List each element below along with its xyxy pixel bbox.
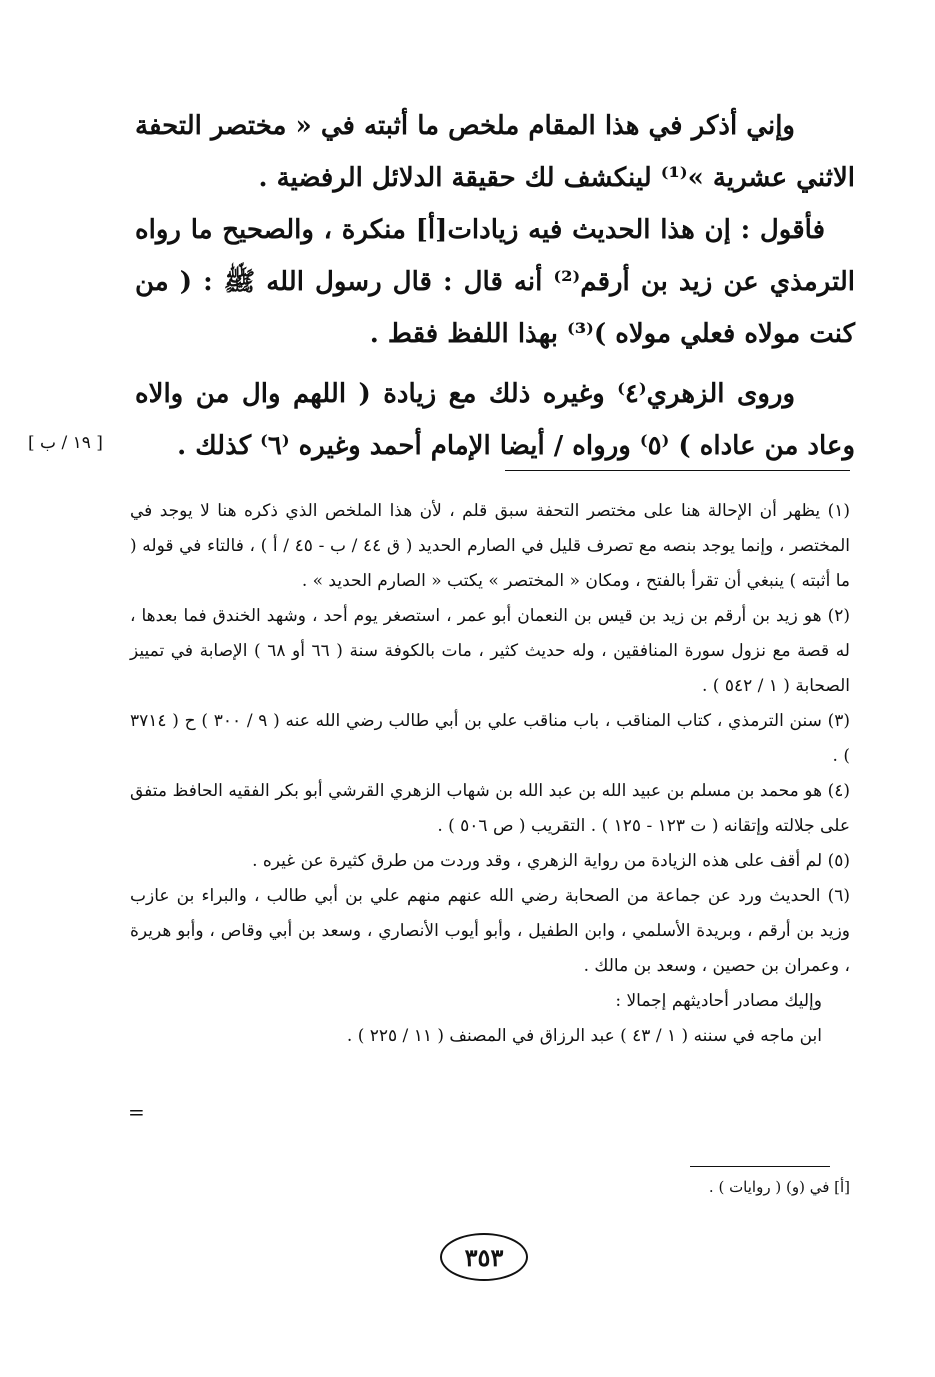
main-paragraph-3	[135, 368, 855, 472]
footnote-6-sources: ابن ماجه في سننه ( ١ / ٤٣ ) عبد الرزاق في المصنف ( ١١ / ٢٢٥ ) .	[346, 1026, 822, 1046]
footnote-4: (٤) هو محمد بن مسلم بن عبيد الله بن عبد الله بن شهاب الزهري القرشي أبو بكر الفقيه الحافظ متفق على جلالته وإتقانه ( ت ١٢٣ - ١٢٥ ) . التقريب ( ص ٥٠٦ ) .	[130, 781, 850, 836]
paragraph-text: وروى الزهري⁽٤⁾ وغيره ذلك مع زيادة ( اللهم وال من والاه وعاد من عاداه ) ⁽٥⁾ ورواه / أيضا الإمام أحمد وغيره ⁽٦⁾ كذلك .	[135, 379, 855, 461]
variant-note-separator	[690, 1166, 830, 1167]
manuscript-folio-marker: [ ١٩ / ب ]	[28, 433, 103, 453]
footnote-1: (١) يظهر أن الإحالة هنا على مختصر التحفة سبق قلم ، لأن هذا الملخص الذي ذكره هنا لا يوجد في المختصر ، وإنما يوجد بنصه مع تصرف قليل في الصارم الحديد ( ق ٤٤ / ب - ٤٥ / أ ) ، فالتاء في قوله ( ما أثبته ) ينبغي أن تقرأ بالفتح ، ومكان « المختصر » يكتب « الصارم الحديد » .	[130, 501, 850, 591]
footnotes	[130, 494, 850, 1054]
page-number: ٣٥٣	[464, 1242, 504, 1272]
footnote-6-sources-intro: وإليك مصادر أحاديثهم إجمالا :	[615, 991, 822, 1011]
footnote-3: (٣) سنن الترمذي ، كتاب المناقب ، باب مناقب علي بن أبي طالب رضي الله عنه ( ٩ / ٣٠٠ ) ح ( ٣٧١٤ ) .	[130, 711, 850, 766]
footnote-separator	[505, 470, 850, 471]
paragraph-text: فأقول : إن هذا الحديث فيه زيادات[أ] منكرة ، والصحيح ما رواه الترمذي عن زيد بن أرقم⁽²⁾ أنه قال : قال رسول الله ﷺ : ( من كنت مولاه فعلي مولاه )⁽³⁾ بهذا اللفظ فقط .	[135, 215, 856, 349]
footnote-2: (٢) هو زيد بن أرقم بن زيد بن قيس بن النعمان أبو عمر ، استصغر يوم أحد ، وشهد الخندق فما بعدها ، له قصة مع نزول سورة المنافقين ، وله حديث كثير ، مات بالكوفة سنة ( ٦٦ أو ٦٨ ) الإصابة في تمييز الصحابة ( ١ / ٥٤٢ ) .	[130, 606, 850, 696]
variant-note: [أ] في (و) ( روايات ) .	[708, 1178, 850, 1196]
main-paragraph-2	[135, 204, 855, 360]
continuation-mark: =	[128, 1100, 145, 1124]
footnote-5: (٥) لم أقف على هذه الزيادة من رواية الزهري ، وقد وردت من طرق كثيرة عن غيره .	[252, 851, 850, 871]
paragraph-text: وإني أذكر في هذا المقام ملخص ما أثبته في « مختصر التحفة الاثني عشرية »⁽¹⁾ لينكشف لك حقيقة الدلائل الرفضية .	[135, 111, 855, 193]
page-number-badge	[440, 1233, 528, 1281]
footnote-6: (٦) الحديث ورد عن جماعة من الصحابة رضي الله عنهم منهم علي بن أبي طالب ، والبراء بن عازب وزيد بن أرقم ، وبريدة الأسلمي ، وابن الطفيل ، وأبو أيوب الأنصاري ، وسعد بن أبي وقاص ، وأبو هريرة ، وعمران بن حصين ، وسعد بن مالك .	[130, 886, 850, 976]
main-paragraph-1	[135, 100, 855, 204]
